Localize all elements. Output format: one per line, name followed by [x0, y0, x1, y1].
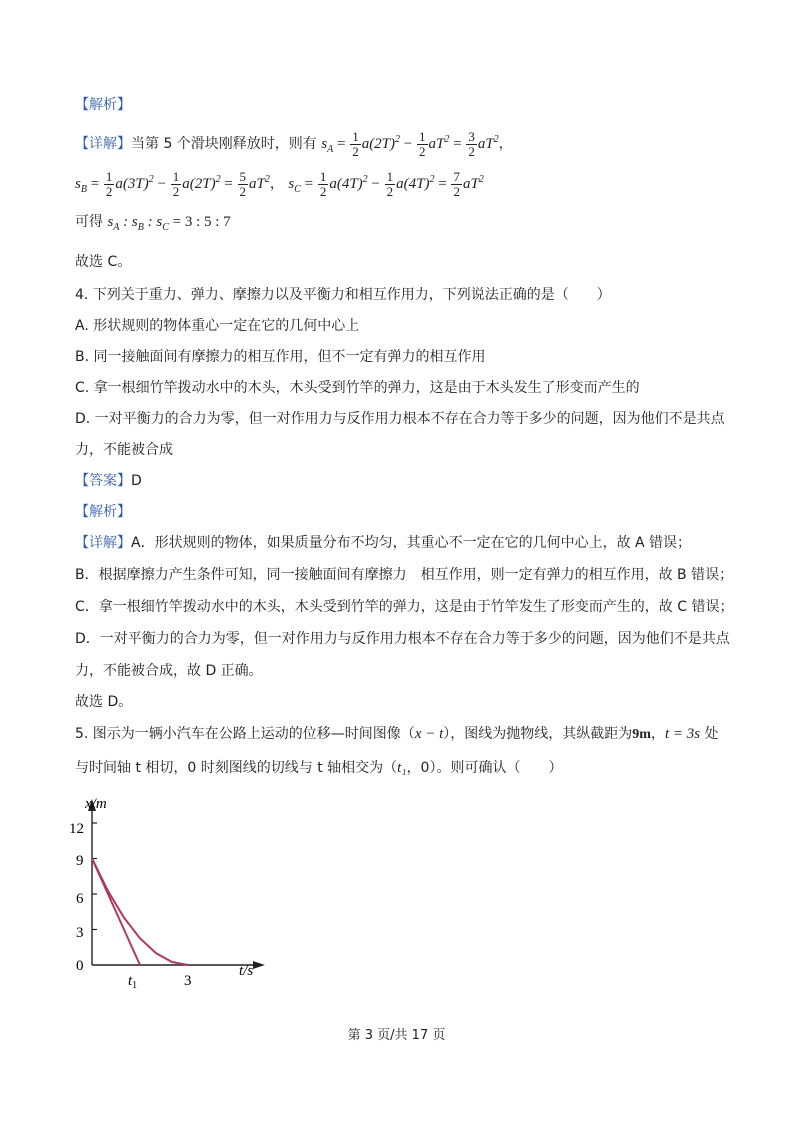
page-footer: 第 3 页/共 17 页: [347, 1028, 446, 1043]
formula-sB: $s_B$ = $\frac{1}{2}$ $a(3T)^2$ − $\frac{1}{2}$ $a(2T)^2$ = $\frac{5}{2}$ $aT^2$: [75, 169, 270, 200]
series-group: [92, 859, 188, 966]
ratio-formula: $s_A$ : $s_B$ : $s_C = 3$ : 5 : 7: [107, 214, 231, 233]
q5-stem-f: ，0）。则可确认（ ）: [406, 760, 563, 776]
xt-symbol: x − t: [414, 726, 444, 742]
x-tick-3: 3: [184, 973, 192, 989]
q5-stem-line2: [75, 758, 562, 778]
q3-detail-line1: [75, 130, 513, 160]
q4-explanation-d-cont: 力，不能被合成，故 D 正确。: [75, 663, 263, 679]
answer-label: 【答案】: [75, 473, 131, 489]
t3-symbol: t = 3s: [664, 726, 701, 742]
formula-sA: $s_A$ = $\frac{1}{2}$ $a(2T)^2$ − $\frac{1}{2}$ $aT^2$ = $\frac{3}{2}$ $aT^2$: [321, 129, 499, 160]
q5-stem-a: 5. 图示为一辆小汽车在公路上运动的位移—时间图像（: [75, 726, 415, 742]
jiexi-label-q3: 【解析】: [75, 97, 131, 113]
q3-detail-line2: [75, 170, 484, 200]
x-tick-t1: $t_1$: [128, 973, 138, 991]
y-tick-6: 6: [76, 891, 84, 907]
formula-sC: $s_C$ = $\frac{1}{2}$ $a(4T)^2$ − $\frac{1}{2}$ $a(4T)^2$ = $\frac{7}{2}$ $aT^2$: [288, 169, 484, 200]
q5-stem-c: ，: [650, 726, 665, 742]
q4-option-c: C. 拿一根细竹竿拨动水中的木头，木头受到竹竿的弹力，这是由于木头发生了形变而产生的: [75, 380, 640, 396]
y-tick-12: 12: [69, 821, 84, 837]
tangent-line: [92, 859, 140, 966]
axes: [88, 799, 265, 969]
q4-answer: [75, 471, 142, 491]
q4-explanation-c: C．拿一根细竹竿拨动水中的木头，木头受到竹竿的弹力，这是由于竹竿发生了形变而产生的，故 C 错误；: [75, 599, 734, 615]
q4-explanation-d: D．一对平衡力的合力为零，但一对作用力与反作用力根本不存在合力等于多少的问题，因为他们不是共点: [75, 631, 730, 647]
q4-option-d: D. 一对平衡力的合力为零，但一对作用力与反作用力根本不存在合力等于多少的问题，因为他们不是共点: [75, 411, 725, 427]
y-axis-label: x/m: [85, 796, 107, 812]
xiangjie-label-q4: 【详解】: [75, 535, 131, 551]
xt-graph: [55, 785, 285, 1000]
q5-stem-b: ），图线为抛物线，其纵截距为: [443, 726, 633, 742]
y-tick-3: 3: [76, 925, 84, 941]
comma: ，: [269, 176, 284, 192]
q4-stem: 4. 下列关于重力、弹力、摩擦力以及平衡力和相互作用力，下列说法正确的是（ ）: [75, 287, 611, 303]
parabola-curve: [92, 859, 188, 966]
q5-stem-d: 处: [700, 726, 719, 742]
answer-value: D: [131, 473, 142, 489]
x-axis-label: t/s: [239, 963, 254, 979]
jiexi-label-q4: 【解析】: [75, 504, 131, 520]
q5-stem-line1: [75, 724, 719, 745]
tick-marks: [92, 823, 97, 930]
x-axis-arrow: [253, 961, 265, 969]
ratio-value: 3 : 5 : 7: [184, 214, 231, 230]
conclusion-prefix: 可得: [75, 214, 103, 230]
q3-answer: 故选 C。: [75, 254, 132, 270]
q4-option-b: B. 同一接触面间有摩擦力的相互作用，但不一定有弹力的相互作用: [75, 349, 486, 365]
y-tick-0: 0: [76, 958, 84, 974]
q3-conclusion: [75, 212, 231, 238]
explanation-a: A．形状规则的物体，如果质量分布不均匀，其重心不一定在它的几何中心上，故 A 错误；: [131, 535, 692, 551]
q4-option-d-cont: 力，不能被合成: [75, 442, 173, 458]
xiangjie-label-q3: 【详解】: [75, 136, 131, 152]
q3-detail-text: 当第 5 个滑块刚释放时，则有: [131, 136, 317, 152]
q4-explanation-b: B．根据摩擦力产生条件可知，同一接触面间有摩擦力 相互作用，则一定有弹力的相互作用，故 B 错误；: [75, 567, 734, 583]
t1-symbol: t₁: [397, 760, 407, 776]
q4-option-a: A. 形状规则的物体重心一定在它的几何中心上: [75, 318, 360, 334]
q4-explanation-a: [75, 533, 691, 553]
q5-stem-e: 与时间轴 t 相切，0 时刻图线的切线与 t 轴相交为（: [75, 760, 398, 776]
intercept-value: 9m: [632, 727, 651, 742]
y-tick-9: 9: [76, 853, 84, 869]
comma: ，: [498, 136, 513, 152]
q4-conclusion: 故选 D。: [75, 694, 133, 710]
